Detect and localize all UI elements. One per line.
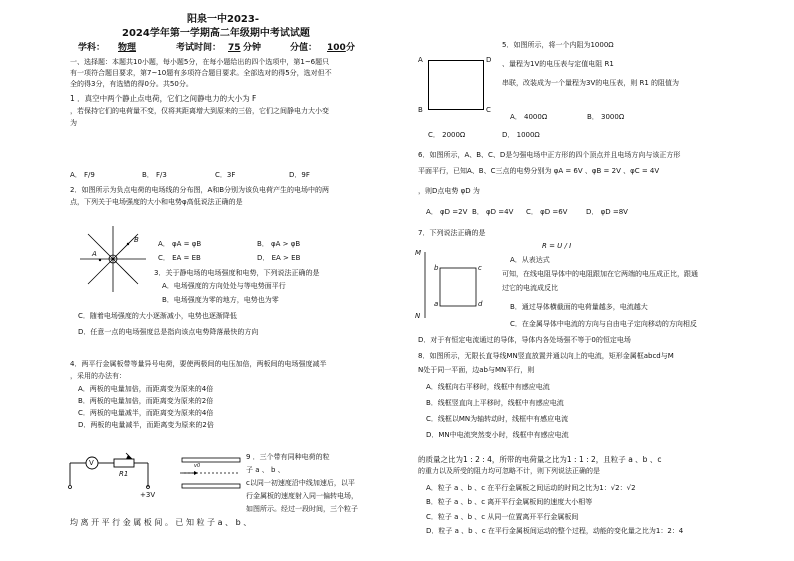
q8-label-n: N xyxy=(415,312,421,320)
q5-line3: 串联，改装成为一个量程为3V的电压表，则 R1 的阻值为 xyxy=(502,79,680,87)
q6-square-diagram xyxy=(428,60,484,110)
q9-plates-diagram xyxy=(180,454,242,494)
q8-label-b: b xyxy=(434,264,439,272)
q5-option-b: B． 3000Ω xyxy=(587,113,625,121)
subject-value: 物理 xyxy=(118,43,137,53)
time-label: 考试时间： xyxy=(176,43,222,53)
q8-label-d: d xyxy=(478,300,483,308)
q4-option-a: A．两板的电量加倍，而距离变为原来的4倍 xyxy=(78,385,214,393)
q6-line1: 6．如图所示，A、B、C、D是匀强电场中正方形的四个顶点并且电场方向与该正方形 xyxy=(418,151,681,159)
q7-option-b: B．通过导体横截面的电荷量越多，电流越大 xyxy=(510,303,648,311)
q9-voltage-label: +3V xyxy=(140,491,156,499)
q9-line2: 子 a 、 b 、 xyxy=(246,466,285,474)
q7-option-a2: 可知，在线电阻导体中的电阻跟加在它两端的电压成正比，跟通 xyxy=(502,270,698,278)
q9-line7: 的质量之比为1 : 2 : 4，所带的电荷量之比为1 : 1 : 2，且粒子 a 、b 、c xyxy=(418,455,662,464)
q1-option-c: C．3F xyxy=(215,171,236,179)
score-label: 分值： xyxy=(290,43,318,53)
q3-option-a: A．电场强度的方向处处与等电势面平行 xyxy=(162,282,286,290)
q6-option-b: B． φD =4V xyxy=(472,208,514,216)
section1-line3: 全的得3分，有选错的得0分。共50分。 xyxy=(70,80,193,88)
q9-line4: 行金属板的速度射入同一偏转电场， xyxy=(246,492,358,500)
q9-option-d: D．粒子 a 、b 、c 在平行金属板间运动的整个过程，动能的变化量之比为1：2：4 xyxy=(426,527,684,535)
q8-line2: N处于同一平面，边ab与MN平行，则 xyxy=(418,366,535,374)
q1-line3: 为 xyxy=(70,119,77,127)
score-unit: 分 xyxy=(346,43,356,53)
title-line1: 阳泉一中2023- xyxy=(187,14,259,25)
q9-voltmeter-label: V xyxy=(89,459,94,467)
q5-option-a: A． 4000Ω xyxy=(510,113,548,121)
q8-option-d: D．MN中电流突然变小时，线框中有感应电流 xyxy=(426,431,569,439)
q5-line2: 、量程为1V的电压表与定值电阻 R1 xyxy=(502,60,614,68)
q5-line1: 5．如图所示，将一个内阻为1000Ω xyxy=(502,41,614,49)
q2-option-d: D． EA > EB xyxy=(257,254,301,262)
q9-line1: 9 ．三个带有同种电荷的粒 xyxy=(246,453,330,461)
q8-label-m: M xyxy=(415,249,422,257)
q3-option-d: D．任意一点的电场强度总是指向该点电势降落最快的方向 xyxy=(78,328,259,336)
q6-corner-d: D xyxy=(486,56,492,64)
q9-line6: 均 离 开 平 行 金 属 板 间 。 已 知 粒 子 a 、 b 、 xyxy=(70,518,252,527)
q9-line5: 如图所示。经过一段时间，三个粒子 xyxy=(246,505,358,513)
q8-option-b: B．线框竖直向上平移时，线框中有感应电流 xyxy=(426,399,564,407)
q2-point-a: A xyxy=(92,250,97,258)
time-value: 75 xyxy=(228,43,241,53)
q3-option-c: C．随着电场强度的大小逐渐减小，电势也逐渐降低 xyxy=(78,312,237,320)
q6-corner-c: C xyxy=(486,106,491,114)
q8-wire-diagram xyxy=(415,250,490,322)
q4-line2: ，采用的办法有： xyxy=(70,372,126,380)
q8-label-c: c xyxy=(478,264,482,272)
q2-line1: 2．如图所示为负点电荷的电场线的分布图，A和B分别为该负电荷产生的电场中的两 xyxy=(70,186,330,194)
q9-line3: c以同一初速度沿中线加速后，以平 xyxy=(246,479,355,487)
q2-option-a: A． φA = φB xyxy=(158,240,202,248)
q4-option-d: D．两板的电量减半，而距离变为原来的2倍 xyxy=(78,421,214,429)
q7-option-d: D．对于有恒定电流通过的导体，导体内各处场强不等于0的恒定电场 xyxy=(418,336,631,344)
q1-option-a: A． F/9 xyxy=(70,171,95,179)
q1-line2: ，若保持它们的电荷量不变，仅将其距离增大到原来的三倍，它们之间静电力大小变 xyxy=(70,107,329,115)
q2-field-diagram xyxy=(78,224,148,294)
q8-option-c: C．线框以MN为轴转动时，线框中有感应电流 xyxy=(426,415,569,423)
title-line2: 2024学年第一学期高二年级期中考试试题 xyxy=(122,28,310,39)
q8-option-a: A．线框向右平移时，线框中有感应电流 xyxy=(426,383,550,391)
q6-line3: ，则D点电势 φD 为 xyxy=(418,187,480,195)
q1-line1: 1 ．真空中两个静止点电荷，它们之间静电力的大小为 F xyxy=(70,94,257,103)
q9-v0-label: v0 xyxy=(194,463,201,469)
q6-option-d: D． φD =8V xyxy=(586,208,628,216)
section1-line1: 一、选择题：本题共10小题，每小题5分，在每小题给出的四个选项中，第1~6题只 xyxy=(70,58,330,66)
q3-option-b: B．电场强度为零的地方，电势也为零 xyxy=(162,296,279,304)
q8-line1: 8．如图所示，无限长直导线MN竖直放置并通以向上的电流，矩形金属框abcd与M xyxy=(418,352,674,360)
q3-stem: 3．关于静电场的电场强度和电势，下列说法正确的是 xyxy=(154,269,320,277)
q5-option-d: D． 1000Ω xyxy=(502,131,540,139)
q6-option-a: A． φD =2V xyxy=(426,208,468,216)
q6-corner-a: A xyxy=(418,56,423,64)
q9-resistor-label: R1 xyxy=(119,470,129,478)
q9-option-a: A．粒子 a 、b 、c 在平行金属板之间运动的时间之比为1：√2：√2 xyxy=(426,484,636,492)
q4-line1: 4．两平行金属板带等量异号电荷，要使两极间的电压加倍，两板间的电场强度减半 xyxy=(70,360,327,368)
q9-option-b: B．粒子 a 、b 、c 离开平行金属板间的速度大小相等 xyxy=(426,498,593,506)
q1-option-d: D．9F xyxy=(289,171,310,179)
q2-point-b: B xyxy=(134,236,139,244)
q6-line2: 平面平行，已知A、B、C三点的电势分别为 φA = 6V 、φB = 2V 、φC = 4V xyxy=(418,167,660,175)
q2-option-c: C． EA = EB xyxy=(158,254,201,262)
q6-corner-b: B xyxy=(418,106,423,114)
q5-option-c: C． 2000Ω xyxy=(428,131,466,139)
q7-stem: 7．下列说法正确的是 xyxy=(418,229,486,237)
q4-option-c: C．两板的电量减半，而距离变为原来的4倍 xyxy=(78,409,214,417)
q6-option-c: C． φD =6V xyxy=(526,208,568,216)
time-unit: 分钟 xyxy=(243,43,262,53)
q7-option-a3: 过它的电流成反比 xyxy=(502,284,558,292)
q2-option-b: B． φA > φB xyxy=(257,240,301,248)
q8-label-a: a xyxy=(434,300,439,308)
q7-option-a1: A．从表达式 xyxy=(510,256,550,264)
q9-option-c: C．粒子 a 、b 、c 从同一位置离开平行金属板间 xyxy=(426,513,579,521)
q2-line2: 点，下列关于电场强度的大小和电势φ高低说法正确的是 xyxy=(70,198,243,206)
subject-label: 学科： xyxy=(78,43,106,53)
q1-option-b: B． F/3 xyxy=(142,171,167,179)
q9-line8: 的重力以及所受的阻力均可忽略不计，则下列说法正确的是 xyxy=(418,467,600,475)
q7-formula: R = U / I xyxy=(542,242,572,250)
q4-option-b: B．两板的电量加倍，而距离变为原来的2倍 xyxy=(78,397,214,405)
q7-option-c: C．在金属导体中电流的方向与自由电子定向移动的方向相反 xyxy=(510,320,697,328)
section1-line2: 有一项符合题目要求，第7~10题有多项符合题目要求。全部选对的得5分，选对但不 xyxy=(70,69,332,77)
score-value: 100 xyxy=(327,43,346,53)
